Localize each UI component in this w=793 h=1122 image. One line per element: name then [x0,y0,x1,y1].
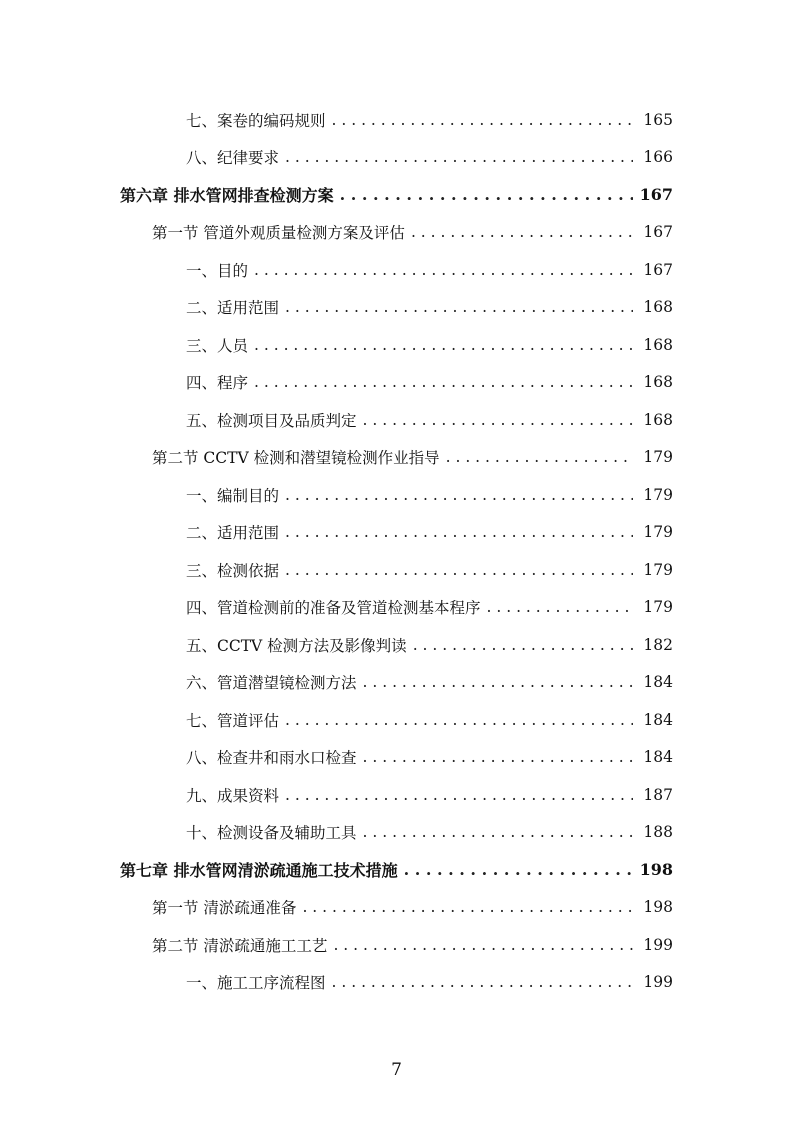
toc-dot-leader [363,748,633,766]
toc-dot-leader [363,673,633,691]
toc-subsection-entry[interactable] [0,814,793,852]
toc-subsection-entry[interactable] [0,289,793,327]
toc-dot-leader [332,111,633,129]
toc-entry-title: 二、适用范围 [186,299,280,318]
toc-dot-leader [285,561,633,579]
toc-dot-leader [446,448,633,466]
table-of-contents [0,101,793,1001]
toc-chapter-entry[interactable] [0,176,793,214]
toc-entry-page: 166 [643,148,673,167]
toc-subsection-entry[interactable] [0,364,793,402]
toc-entry-title: 七、案卷的编码规则 [186,111,326,130]
toc-subsection-entry[interactable] [0,776,793,814]
toc-dot-leader [332,973,633,991]
toc-entry-title: 第六章 排水管网排查检测方案 [120,186,334,206]
toc-dot-leader [333,936,633,954]
toc-section-entry[interactable] [0,214,793,252]
toc-dot-leader [285,148,633,166]
toc-subsection-entry[interactable] [0,139,793,177]
toc-entry-title: 四、管道检测前的准备及管道检测基本程序 [186,599,481,618]
toc-entry-page: 167 [639,185,673,205]
toc-entry-title: 三、检测依据 [186,561,280,580]
toc-entry-page: 168 [643,373,673,392]
toc-entry-page: 168 [643,335,673,354]
toc-entry-page: 179 [643,448,673,467]
toc-entry-page: 184 [643,673,673,692]
toc-entry-title: 六、管道潜望镜检测方法 [186,674,357,693]
toc-subsection-entry[interactable] [0,514,793,552]
toc-entry-title: 五、检测项目及品质判定 [186,411,357,430]
toc-entry-page: 199 [643,935,673,954]
toc-entry-page: 179 [643,523,673,542]
toc-dot-leader [254,373,633,391]
toc-entry-page: 184 [643,710,673,729]
toc-entry-title: 二、适用范围 [186,524,280,543]
toc-entry-title: 第一节 管道外观质量检测方案及评估 [152,224,405,243]
toc-subsection-entry[interactable] [0,251,793,289]
toc-subsection-entry[interactable] [0,326,793,364]
toc-entry-title: 一、目的 [186,261,249,280]
toc-dot-leader [302,898,633,916]
toc-subsection-entry[interactable] [0,664,793,702]
toc-subsection-entry[interactable] [0,964,793,1002]
toc-dot-leader [254,336,633,354]
toc-dot-leader [285,486,633,504]
toc-entry-title: 八、检查井和雨水口检查 [186,749,357,768]
toc-entry-page: 179 [643,485,673,504]
toc-subsection-entry[interactable] [0,739,793,777]
toc-dot-leader [285,523,633,541]
toc-entry-title: 九、成果资料 [186,786,280,805]
toc-subsection-entry[interactable] [0,701,793,739]
toc-entry-title: 十、检测设备及辅助工具 [186,824,357,843]
toc-entry-page: 179 [643,560,673,579]
toc-subsection-entry[interactable] [0,551,793,589]
toc-dot-leader [254,261,633,279]
toc-chapter-entry[interactable] [0,851,793,889]
toc-entry-page: 182 [643,635,673,654]
toc-entry-page: 179 [643,598,673,617]
toc-entry-page: 188 [643,823,673,842]
toc-entry-page: 187 [643,785,673,804]
toc-dot-leader [487,598,633,616]
toc-subsection-entry[interactable] [0,401,793,439]
toc-entry-title: 第二节 CCTV 检测和潜望镜检测作业指导 [152,449,440,468]
toc-entry-title: 一、施工工序流程图 [186,974,326,993]
toc-entry-title: 三、人员 [186,336,249,355]
toc-entry-page: 167 [643,260,673,279]
toc-entry-page: 168 [643,410,673,429]
toc-section-entry[interactable] [0,439,793,477]
toc-dot-leader [285,298,633,316]
toc-dot-leader [404,860,633,879]
toc-section-entry[interactable] [0,926,793,964]
toc-entry-title: 第二节 清淤疏通施工工艺 [152,936,328,955]
toc-entry-title: 一、编制目的 [186,486,280,505]
toc-dot-leader [411,223,633,241]
page-number: 7 [391,1060,402,1080]
toc-subsection-entry[interactable] [0,101,793,139]
toc-subsection-entry[interactable] [0,589,793,627]
toc-entry-title: 八、纪律要求 [186,149,280,168]
toc-dot-leader [413,636,633,654]
toc-dot-leader [363,411,633,429]
toc-dot-leader [340,185,633,204]
toc-entry-page: 168 [643,298,673,317]
toc-dot-leader [285,711,633,729]
toc-entry-page: 198 [643,898,673,917]
toc-subsection-entry[interactable] [0,626,793,664]
toc-entry-title: 五、CCTV 检测方法及影像判读 [186,636,407,655]
toc-entry-page: 165 [643,110,673,129]
toc-dot-leader [285,786,633,804]
toc-section-entry[interactable] [0,889,793,927]
toc-subsection-entry[interactable] [0,476,793,514]
toc-entry-page: 167 [643,223,673,242]
toc-dot-leader [363,823,633,841]
toc-entry-title: 第七章 排水管网清淤疏通施工技术措施 [120,861,398,881]
toc-entry-page: 184 [643,748,673,767]
toc-entry-title: 第一节 清淤疏通准备 [152,899,297,918]
toc-entry-title: 七、管道评估 [186,711,280,730]
toc-entry-page: 199 [643,973,673,992]
toc-entry-title: 四、程序 [186,374,249,393]
toc-entry-page: 198 [639,860,673,880]
